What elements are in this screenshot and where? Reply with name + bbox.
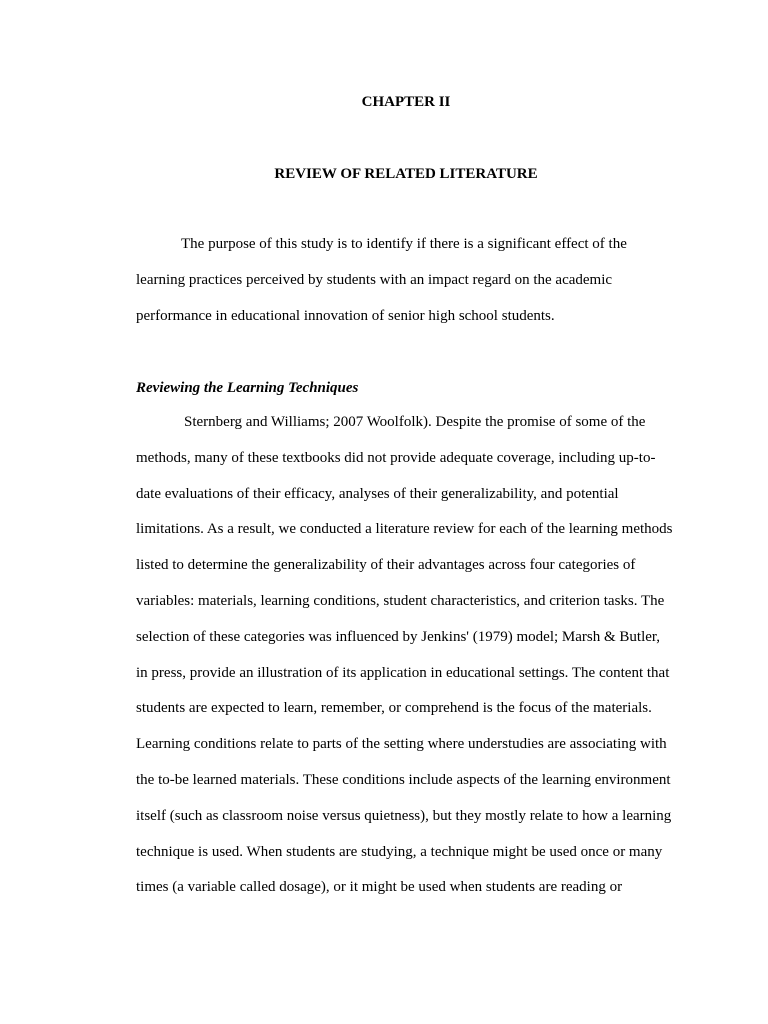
chapter-title: REVIEW OF RELATED LITERATURE (274, 166, 538, 182)
paragraph-line: the to-be learned materials. These conditions include aspects of the learning environment (136, 771, 671, 788)
paragraph-line: methods, many of these textbooks did not provide adequate coverage, including up-to- (136, 449, 656, 466)
paragraph-line: variables: materials, learning conditions, student characteristics, and criterion tasks. The (136, 592, 665, 609)
section-heading: Reviewing the Learning Techniques (136, 380, 359, 396)
chapter-number: CHAPTER II (361, 94, 451, 110)
paragraph-line: performance in educational innovation of senior high school students. (136, 307, 555, 324)
paragraph-line: students are expected to learn, remember, or comprehend is the focus of the materials. (136, 700, 652, 717)
intro-paragraph (136, 227, 681, 334)
paragraph-line: limitations. As a result, we conducted a literature review for each of the learning methods (136, 521, 673, 538)
paragraph-line: The purpose of this study is to identify if there is a significant effect of the (181, 236, 627, 252)
body-paragraph (136, 405, 681, 906)
paragraph-line: Learning conditions relate to parts of the setting where understudies are associating with (136, 736, 667, 753)
paragraph-line: itself (such as classroom noise versus quietness), but they mostly relate to how a learning (136, 807, 672, 824)
paragraph-line: Sternberg and Williams; 2007 Woolfolk). Despite the promise of some of the (184, 414, 646, 430)
paragraph-line: times (a variable called dosage), or it might be used when students are reading or (136, 879, 623, 896)
paragraph-line: in press, provide an illustration of its application in educational settings. The content that (136, 664, 670, 681)
paragraph-line: date evaluations of their efficacy, analyses of their generalizability, and potential (136, 485, 619, 502)
paragraph-line: technique is used. When students are studying, a technique might be used once or many (136, 843, 663, 860)
paragraph-line: listed to determine the generalizability of their advantages across four categories of (136, 557, 636, 574)
paragraph-line: learning practices perceived by students with an impact regard on the academic (136, 271, 613, 288)
paragraph-line: selection of these categories was influenced by Jenkins' (1979) model; Marsh & Butler, (136, 628, 661, 645)
